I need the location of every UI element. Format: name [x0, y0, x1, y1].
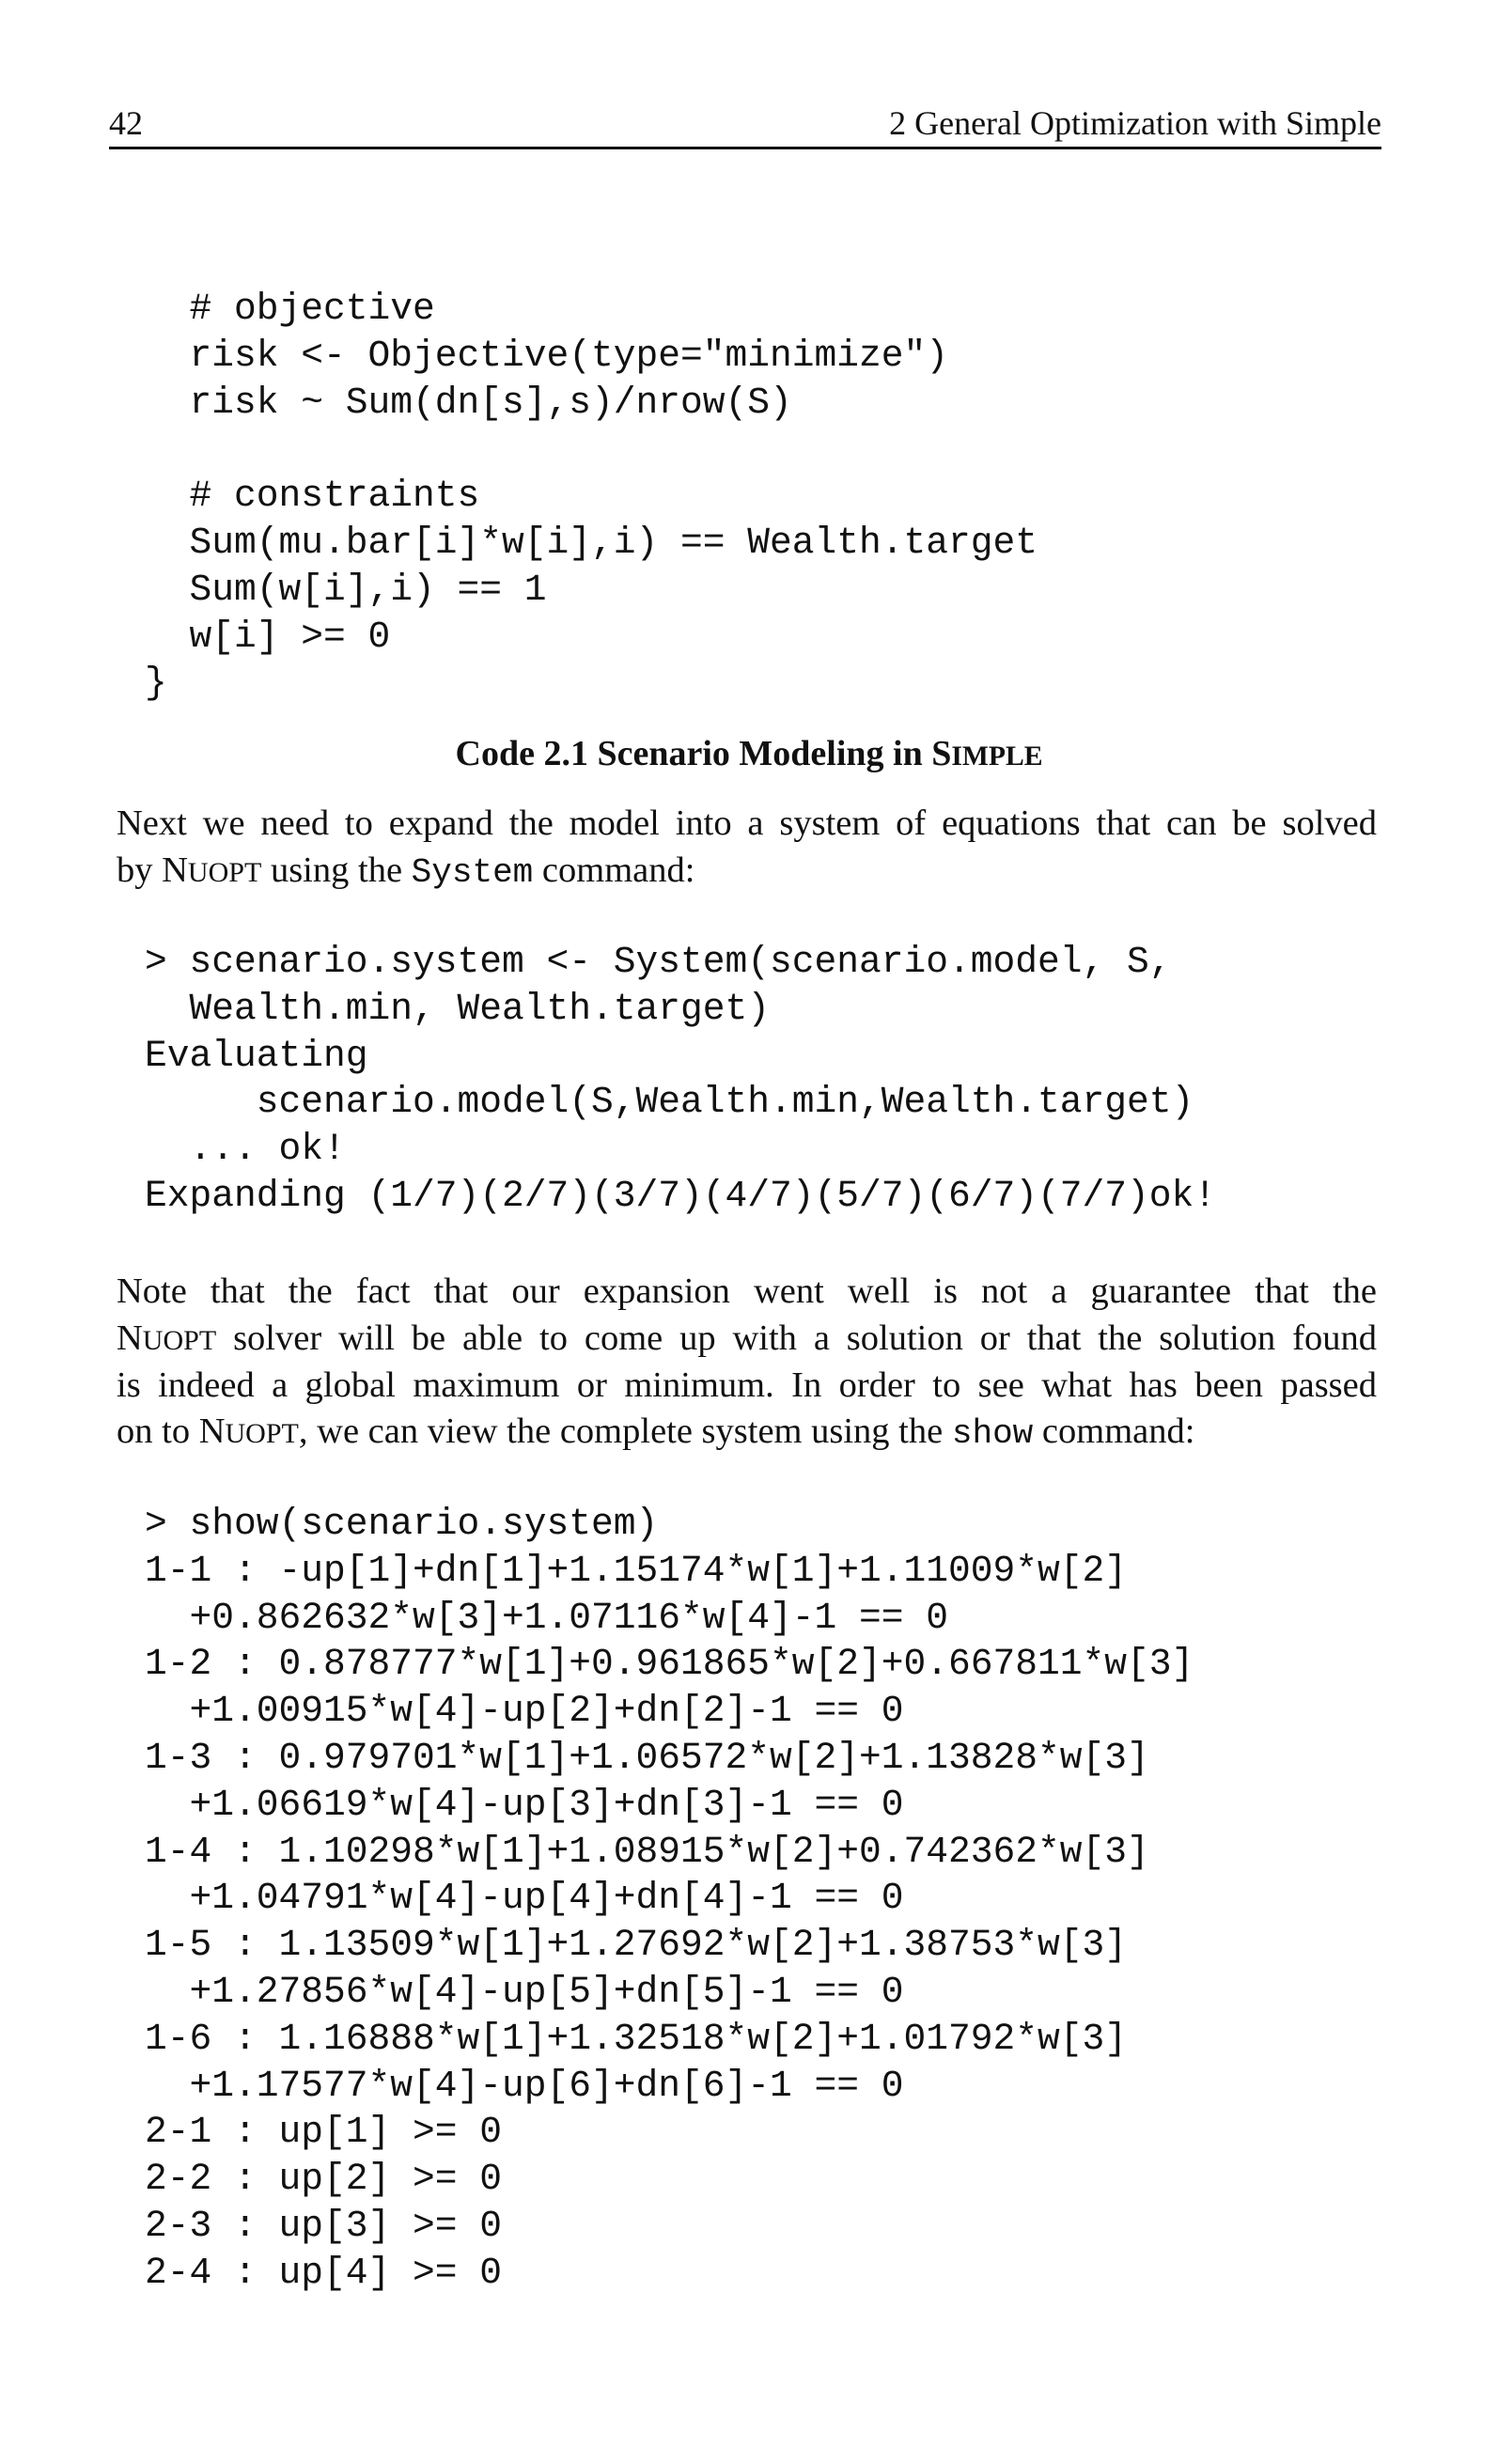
code-line: Evaluating [145, 1034, 368, 1077]
caption-smallcaps [931, 734, 1042, 773]
code-line: +1.06619*w[4]-up[3]+dn[3]-1 == 0 [145, 1783, 904, 1826]
code-line: # objective [145, 288, 435, 330]
code-block-system [145, 939, 1216, 1220]
page-number: 42 [109, 104, 143, 142]
paragraph-expand [117, 801, 1377, 895]
code-line: Sum(w[i],i) == 1 [145, 568, 547, 611]
code-line: 1-6 : 1.16888*w[1]+1.32518*w[2]+1.01792*w[3] [145, 2017, 1128, 2060]
paragraph-line [117, 1316, 1377, 1363]
code-line: risk <- Objective(type="minimize") [145, 334, 949, 377]
smallcaps-initial: S [931, 734, 952, 773]
text-run: command: [1033, 1411, 1195, 1452]
text-run: by [117, 850, 163, 890]
code-line: 1-2 : 0.878777*w[1]+0.961865*w[2]+0.667811*w[3] [145, 1643, 1194, 1686]
code-line: > scenario.system <- System(scenario.model, S, [145, 941, 1172, 983]
code-line: +1.17577*w[4]-up[6]+dn[6]-1 == 0 [145, 2064, 904, 2107]
paragraph-line [117, 1409, 1377, 1456]
code-line: 2-2 : up[2] >= 0 [145, 2158, 503, 2201]
code-line: Sum(mu.bar[i]*w[i],i) == Wealth.target [145, 521, 1038, 564]
text-run: Note that the fact that our expansion went well is not a guarantee that the [117, 1271, 1377, 1311]
code-line: } [145, 662, 167, 705]
code-line: 1-1 : -up[1]+dn[1]+1.15174*w[1]+1.11009*w[2] [145, 1549, 1128, 1592]
code-line: +1.27856*w[4]-up[5]+dn[5]-1 == 0 [145, 1970, 904, 2013]
code-line: +0.862632*w[3]+1.07116*w[4]-1 == 0 [145, 1596, 949, 1639]
code-line: +1.04791*w[4]-up[4]+dn[4]-1 == 0 [145, 1877, 904, 1920]
paragraph-line [117, 1269, 1377, 1316]
code-line: 2-3 : up[3] >= 0 [145, 2204, 503, 2247]
caption-text: Code 2.1 Scenario Modeling in [455, 734, 932, 773]
code-line: # constraints [145, 475, 480, 518]
code-line: risk ~ Sum(dn[s],s)/nrow(S) [145, 381, 792, 424]
code-line: ... ok! [145, 1128, 346, 1171]
code-line: w[i] >= 0 [145, 615, 391, 658]
code-line: Expanding (1/7)(2/7)(3/7)(4/7)(5/7)(6/7)(7/7)ok! [145, 1174, 1217, 1217]
code-line: +1.00915*w[4]-up[2]+dn[2]-1 == 0 [145, 1690, 904, 1733]
code-line [145, 426, 1038, 473]
text-run: using the [261, 850, 412, 890]
paragraph-line [117, 848, 1377, 895]
code-line: 2-1 : up[1] >= 0 [145, 2111, 503, 2154]
product-name: NUOPT [162, 850, 262, 890]
header-rule [109, 147, 1381, 149]
code-line: 1-4 : 1.10298*w[1]+1.08915*w[2]+0.742362*w[3] [145, 1830, 1149, 1873]
code-line: 1-5 : 1.13509*w[1]+1.27692*w[2]+1.38753*w[3] [145, 1924, 1128, 1967]
product-name: NUOPT [198, 1411, 299, 1452]
code-line: Wealth.min, Wealth.target) [145, 987, 771, 1030]
running-title: 2 General Optimization with Simple [889, 104, 1381, 142]
product-name: NUOPT [117, 1318, 217, 1358]
inline-code: System [411, 852, 534, 892]
code-caption [0, 730, 1498, 780]
paragraph-line [117, 801, 1377, 848]
text-run: , we can view the complete system using the [298, 1411, 952, 1452]
code-block-model [145, 286, 1038, 707]
page-header [109, 100, 1381, 147]
text-run: is indeed a global maximum or minimum. In order to see what has been passed [117, 1365, 1377, 1405]
inline-code: show [951, 1414, 1034, 1454]
code-line: 2-4 : up[4] >= 0 [145, 2251, 503, 2294]
code-line: scenario.model(S,Wealth.min,Wealth.target) [145, 1081, 1194, 1124]
code-block-show [145, 1501, 1194, 2297]
paragraph-line [117, 1363, 1377, 1410]
paragraph-note [117, 1269, 1377, 1456]
text-run: command: [533, 850, 695, 890]
code-line: > show(scenario.system) [145, 1503, 659, 1545]
text-run: Next we need to expand the model into a system of equations that can be solved [117, 803, 1377, 843]
text-run: solver will be able to come up with a solution or that the solution found [216, 1318, 1377, 1358]
smallcaps-rest: IMPLE [951, 741, 1043, 772]
text-run: on to [117, 1411, 199, 1452]
code-line: 1-3 : 0.979701*w[1]+1.06572*w[2]+1.13828*w[3] [145, 1736, 1149, 1779]
